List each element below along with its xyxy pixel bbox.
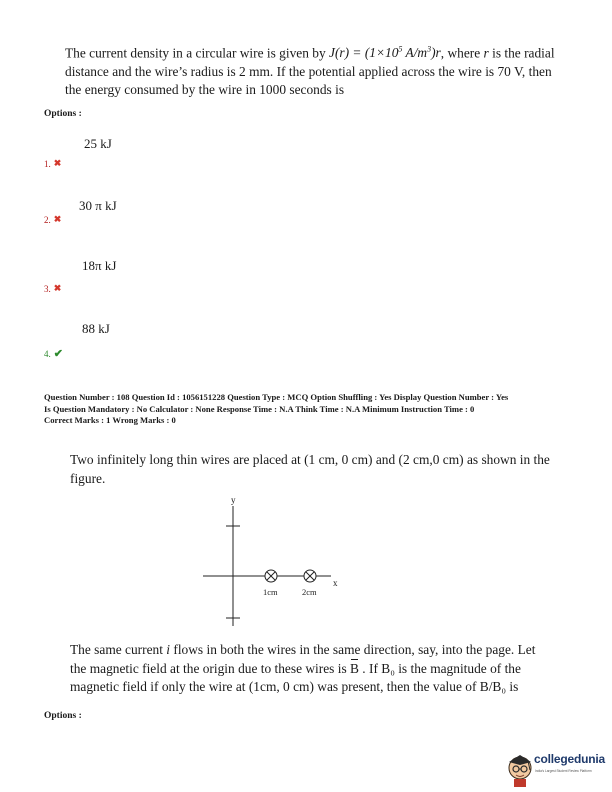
formula-j: $J(r) = (1\times 10^5$ $A/m^3)r$ — [329, 45, 441, 61]
question-1-text: The current density in a circular wire is given by $J(r) = (1\times 10^5$ $A/m^3)r$, where r is the radial distance and the wire’s radius is 2 mm. If the potential applied across the wire is 70 V, then the energy consumed by the wire in 1000 seconds is — [65, 45, 555, 98]
wires-figure — [195, 492, 355, 642]
brand-name: collegedunia — [534, 752, 605, 766]
vector-b: B — [350, 660, 359, 679]
option-4-text[interactable]: 88 kJ — [82, 321, 110, 336]
x-axis-label: x — [333, 578, 338, 588]
question-3-text: The same current i flows in both the wires in the same direction, say, into the page. Let the magnetic field at the origin due to these wires is B . If B₀ is the magnitude of the magnetic field if only the wire at (1cm, 0 cm) was present, then the value of B/B₀ is — [70, 642, 536, 694]
option-4-number: 4. ✔ — [44, 348, 63, 360]
wire-2-label: 2cm — [302, 587, 317, 597]
question-meta: Question Number : 108 Question Id : 1056151228 Question Type : MCQ Option Shuffling : Yes Display Question Number : Yes Is Question Mandatory : No Calculator : None Response Time : N.A Think Time : N.A Minimum Instruction Time : 0 Correct Marks : 1 Wrong Marks : 0 — [44, 392, 509, 426]
wire-1-into-page-icon — [265, 570, 277, 582]
y-axis-label: y — [231, 495, 236, 505]
option-1-number: 1. ✖ — [44, 158, 62, 169]
wrong-mark-icon: ✖ — [53, 283, 62, 293]
option-1-text[interactable]: 25 kJ — [84, 136, 112, 151]
correct-check-icon: ✔ — [53, 348, 63, 360]
mascot-icon — [506, 750, 534, 788]
wire-1-label: 1cm — [263, 587, 278, 597]
option-3-text[interactable]: 18π kJ — [82, 258, 117, 273]
option-2-text[interactable]: 30 π kJ — [79, 198, 117, 213]
collegedunia-logo[interactable] — [504, 748, 612, 792]
wrong-mark-icon: ✖ — [53, 158, 62, 168]
option-2-number: 2. ✖ — [44, 214, 62, 225]
options-label-2: Options : — [44, 711, 82, 721]
question-2-text: Two infinitely long thin wires are placed at (1 cm, 0 cm) and (2 cm,0 cm) as shown in the figure. — [70, 452, 550, 486]
option-3-number: 3. ✖ — [44, 283, 62, 294]
options-label: Options : — [44, 109, 82, 119]
brand-tagline: India's Largest Student Review Platform — [535, 769, 592, 773]
wrong-mark-icon: ✖ — [53, 214, 62, 224]
wire-2-into-page-icon — [304, 570, 316, 582]
